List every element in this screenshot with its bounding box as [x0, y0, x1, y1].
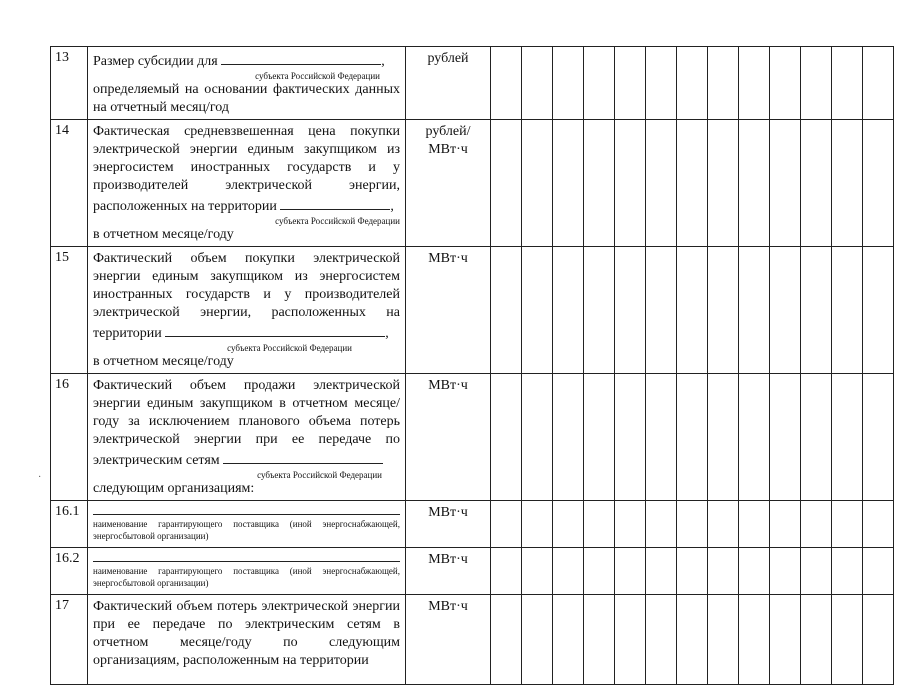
data-cell [708, 120, 739, 247]
data-cell [491, 247, 522, 374]
data-cell [708, 47, 739, 120]
row-text-continued: в отчетном месяце/году [93, 227, 234, 242]
row-text: Размер субсидии для [93, 54, 218, 69]
row-unit: МВт·ч [406, 595, 491, 685]
blank-caption: наименование гарантирующего поставщика (иной энергоснабжающей, энергосбытовой организации) [93, 519, 400, 541]
data-cell [832, 47, 863, 120]
data-cell [863, 548, 894, 595]
row-text: Фактическая средневзвешенная цена покупки электрической энергии единым закупщиком из энергосистем иностранных государств и у производителей электрической энергии, расположенных на территории [93, 124, 400, 214]
data-cell [646, 47, 677, 120]
data-cell [708, 548, 739, 595]
data-cell [770, 247, 801, 374]
row-number: 16.2 [51, 548, 88, 595]
row-number: 13 [51, 47, 88, 120]
comma: , [385, 326, 389, 341]
data-cell [646, 374, 677, 501]
data-cell [677, 374, 708, 501]
data-cell [491, 47, 522, 120]
data-cell [739, 501, 770, 548]
data-cell [832, 548, 863, 595]
data-cell [553, 374, 584, 501]
data-cell [584, 47, 615, 120]
row-unit: МВт·ч [406, 247, 491, 374]
row-description [88, 120, 406, 247]
data-cell [770, 501, 801, 548]
data-cell [584, 120, 615, 247]
data-cell [553, 501, 584, 548]
row-number: 16 [51, 374, 88, 501]
row-number: 16.1 [51, 501, 88, 548]
row-unit: рублей/ МВт·ч [406, 120, 491, 247]
data-cell [491, 548, 522, 595]
row-description [88, 501, 406, 548]
table-row [51, 374, 894, 501]
data-cell [584, 374, 615, 501]
data-cell [801, 120, 832, 247]
data-cell [832, 120, 863, 247]
data-cell [615, 501, 646, 548]
data-cell [491, 120, 522, 247]
blank-caption: субъекта Российской Федерации [227, 343, 352, 353]
fill-in-blank [223, 449, 383, 464]
data-cell [553, 247, 584, 374]
data-cell [646, 120, 677, 247]
row-text: Фактический объем продажи электрической энергии единым закупщиком в отчетном месяце/году за исключением планового объема потерь электрической энергии при ее передаче по электрическим сетям [93, 378, 400, 468]
table-row [51, 120, 894, 247]
data-cell [646, 501, 677, 548]
data-cell [739, 548, 770, 595]
data-cell [584, 548, 615, 595]
row-number: 17 [51, 595, 88, 685]
data-cell [708, 501, 739, 548]
row-unit: рублей [406, 47, 491, 120]
data-cell [615, 548, 646, 595]
row-text: Фактический объем покупки электрической энергии единым закупщиком из энергосистем иностранных государств и у производителей электрической энергии, расположенных на территории [93, 251, 400, 341]
data-cell [770, 374, 801, 501]
data-cell [832, 501, 863, 548]
data-cell [491, 374, 522, 501]
data-cell [801, 247, 832, 374]
data-cell [584, 501, 615, 548]
blank-caption: субъекта Российской Федерации [257, 470, 382, 480]
fill-in-blank [93, 551, 400, 562]
data-cell [863, 120, 894, 247]
row-description [88, 247, 406, 374]
data-cell [770, 548, 801, 595]
row-unit: МВт·ч [406, 548, 491, 595]
fill-in-blank [221, 50, 381, 65]
row-number: 15 [51, 247, 88, 374]
data-cell [522, 374, 553, 501]
data-cell [522, 47, 553, 120]
data-cell [646, 548, 677, 595]
data-cell [615, 47, 646, 120]
data-cell [801, 374, 832, 501]
data-cell [522, 120, 553, 247]
data-cell [553, 47, 584, 120]
row-unit: МВт·ч [406, 374, 491, 501]
data-cell [677, 120, 708, 247]
data-cell [832, 247, 863, 374]
data-cell [522, 501, 553, 548]
data-cell [584, 247, 615, 374]
fill-in-blank [93, 504, 400, 515]
comma: , [390, 199, 394, 214]
data-cell [739, 47, 770, 120]
data-cell [832, 374, 863, 501]
row-text-continued: следующим организациям: [93, 481, 255, 496]
data-cell [522, 548, 553, 595]
data-cell [708, 247, 739, 374]
row-description [88, 374, 406, 501]
data-cell [801, 47, 832, 120]
row-text: Фактический объем потерь электрической энергии при ее передаче по электрическим сетям в отчетном месяце/году по следующим организациям, расположенным на территории [93, 599, 400, 668]
data-cell [770, 120, 801, 247]
fill-in-blank [165, 322, 385, 337]
data-cell [739, 247, 770, 374]
data-cell [863, 374, 894, 501]
row-description [88, 548, 406, 595]
data-cell [739, 374, 770, 501]
data-cell [770, 47, 801, 120]
blank-caption: субъекта Российской Федерации [275, 216, 400, 226]
table-row [51, 47, 894, 120]
data-cell [677, 548, 708, 595]
row-number: 14 [51, 120, 88, 247]
comma: , [381, 54, 385, 69]
row-text-continued: определяемый на основании фактических данных на отчетный месяц/год [93, 82, 400, 115]
data-cell [677, 247, 708, 374]
data-cell [553, 120, 584, 247]
table-row [51, 247, 894, 374]
row-unit: МВт·ч [406, 501, 491, 548]
table-row [51, 501, 894, 548]
data-cell [522, 247, 553, 374]
report-table [50, 46, 894, 685]
data-cell [615, 374, 646, 501]
data-cell [677, 47, 708, 120]
data-cell [553, 548, 584, 595]
blank-caption: субъекта Российской Федерации [255, 71, 380, 81]
data-cell [801, 501, 832, 548]
data-cell [739, 120, 770, 247]
data-cell [863, 47, 894, 120]
blank-caption: наименование гарантирующего поставщика (иной энергоснабжающей, энергосбытовой организации) [93, 566, 400, 588]
row-description [88, 47, 406, 120]
table-row [51, 548, 894, 595]
data-cell [863, 247, 894, 374]
data-cell [615, 247, 646, 374]
data-cell [677, 501, 708, 548]
scan-speck: · [38, 472, 42, 483]
row-text-continued: в отчетном месяце/году [93, 354, 234, 369]
data-cell [708, 374, 739, 501]
fill-in-blank [280, 195, 390, 210]
data-cell [615, 120, 646, 247]
data-cell [646, 247, 677, 374]
data-cell [491, 501, 522, 548]
data-cell [801, 548, 832, 595]
data-cell [863, 501, 894, 548]
